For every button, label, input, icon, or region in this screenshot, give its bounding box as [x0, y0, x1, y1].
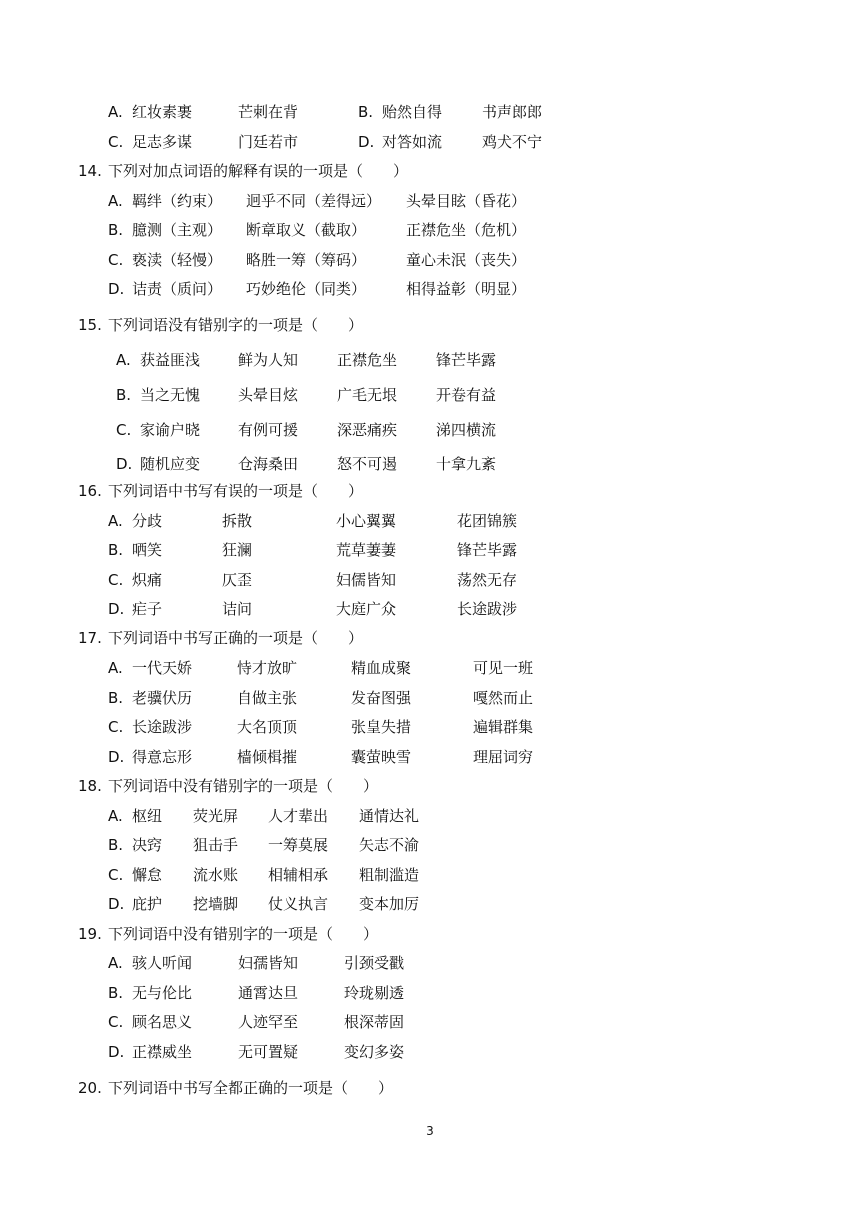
- option-letter: B.: [358, 103, 374, 121]
- option-item: 无可置疑: [238, 1043, 299, 1061]
- question-number: 16.: [78, 482, 102, 500]
- option-item: 荧光屏: [193, 807, 239, 825]
- option-item: 粗制滥造: [359, 866, 420, 884]
- option-item: 正襟危坐: [337, 351, 398, 369]
- option-item: 家谕户晓: [140, 421, 201, 439]
- option-item: 通情达礼: [359, 807, 420, 825]
- option-item: 贻然自得: [382, 103, 443, 121]
- option-item: 囊萤映雪: [351, 748, 412, 766]
- option-item: 可见一班: [473, 659, 534, 677]
- option-item: 引颈受戳: [344, 954, 405, 972]
- option-item: 对答如流: [382, 133, 443, 151]
- option-item: 遍辑群集: [473, 718, 534, 736]
- option-item: 锋芒毕露: [436, 351, 497, 369]
- option-item: 鲜为人知: [238, 351, 299, 369]
- option-item: 炽痛: [132, 571, 163, 589]
- option-letter: C.: [116, 421, 132, 439]
- option-item: 红妆素裹: [132, 103, 193, 121]
- question-number: 14.: [78, 162, 102, 180]
- option-item: 人迹罕至: [238, 1013, 299, 1031]
- option-item: 一筹莫展: [268, 836, 329, 854]
- option-item: 荡然无存: [457, 571, 518, 589]
- question-number: 15.: [78, 316, 102, 334]
- option-letter: A.: [108, 659, 123, 677]
- option-letter: C.: [108, 571, 124, 589]
- option-letter: A.: [108, 192, 123, 210]
- option-letter: D.: [358, 133, 375, 151]
- option-letter: D.: [108, 895, 125, 913]
- option-item: 仄歪: [222, 571, 253, 589]
- option-item: 深恶痛疾: [337, 421, 398, 439]
- option-item: 小心翼翼: [336, 512, 397, 530]
- page-number: 3: [426, 1124, 434, 1138]
- option-item: 芒刺在背: [238, 103, 299, 121]
- option-item: 精血成聚: [351, 659, 412, 677]
- option-letter: A.: [108, 512, 123, 530]
- option-item: 广毛无垠: [337, 386, 398, 404]
- option-item: 诘问: [222, 600, 253, 618]
- option-letter: A.: [108, 807, 123, 825]
- option-item: 顾名思义: [132, 1013, 193, 1031]
- option-letter: D.: [116, 455, 133, 473]
- option-letter: A.: [108, 103, 123, 121]
- option-item: 妇孺皆知: [238, 954, 299, 972]
- option-item: 当之无愧: [140, 386, 201, 404]
- option-item: 亵渎（轻慢）: [132, 251, 223, 269]
- option-letter: B.: [108, 541, 124, 559]
- option-item: 长途跋涉: [457, 600, 518, 618]
- option-item: 荒草萋萋: [336, 541, 397, 559]
- option-item: 通霄达旦: [238, 984, 299, 1002]
- option-item: 流水账: [193, 866, 239, 884]
- option-letter: D.: [108, 748, 125, 766]
- option-item: 嘎然而止: [473, 689, 534, 707]
- option-letter: B.: [108, 984, 124, 1002]
- option-item: 十拿九紊: [436, 455, 497, 473]
- option-item: 变幻多姿: [344, 1043, 405, 1061]
- option-item: 臆测（主观）: [132, 221, 223, 239]
- option-letter: B.: [108, 836, 124, 854]
- option-item: 巧妙绝伦（同类）: [246, 280, 367, 298]
- option-item: 人才辈出: [268, 807, 329, 825]
- option-item: 头晕目眩（昏花）: [406, 192, 527, 210]
- option-item: 有例可援: [238, 421, 299, 439]
- option-letter: B.: [108, 221, 124, 239]
- option-item: 头晕目炫: [238, 386, 299, 404]
- option-letter: D.: [108, 1043, 125, 1061]
- option-item: 妇儒皆知: [336, 571, 397, 589]
- option-item: 羁绊（约束）: [132, 192, 223, 210]
- option-letter: C.: [108, 133, 124, 151]
- option-item: 略胜一筹（筹码）: [246, 251, 367, 269]
- option-item: 玲珑剔透: [344, 984, 405, 1002]
- option-letter: C.: [108, 1013, 124, 1031]
- option-item: 决窍: [132, 836, 163, 854]
- question-number: 18.: [78, 777, 102, 795]
- option-item: 枢纽: [132, 807, 163, 825]
- option-item: 哂笑: [132, 541, 163, 559]
- question-text: 下列词语中书写有误的一项是（ ）: [108, 482, 364, 500]
- option-letter: B.: [116, 386, 132, 404]
- question-text: 下列词语中没有错别字的一项是（ ）: [108, 777, 379, 795]
- option-item: 狂澜: [222, 541, 253, 559]
- option-item: 根深蒂固: [344, 1013, 405, 1031]
- option-item: 书声郎郎: [482, 103, 543, 121]
- option-item: 锋芒毕露: [457, 541, 518, 559]
- question-text: 下列词语中书写全都正确的一项是（ ）: [108, 1079, 394, 1097]
- option-item: 矢志不渝: [359, 836, 420, 854]
- option-item: 大名顶顶: [237, 718, 298, 736]
- option-item: 相辅相承: [268, 866, 329, 884]
- question-number: 19.: [78, 925, 102, 943]
- option-item: 相得益彰（明显）: [406, 280, 527, 298]
- option-item: 变本加厉: [359, 895, 420, 913]
- question-number: 17.: [78, 629, 102, 647]
- option-item: 正襟危坐（危机）: [406, 221, 527, 239]
- option-item: 足志多谋: [132, 133, 193, 151]
- option-item: 怒不可遏: [337, 455, 398, 473]
- question-text: 下列词语没有错别字的一项是（ ）: [108, 316, 364, 334]
- option-item: 庇护: [132, 895, 163, 913]
- option-item: 疟子: [132, 600, 163, 618]
- option-letter: A.: [108, 954, 123, 972]
- option-item: 迥乎不同（差得远）: [246, 192, 382, 210]
- option-item: 开卷有益: [436, 386, 497, 404]
- option-item: 诘责（质问）: [132, 280, 223, 298]
- option-item: 涕四横流: [436, 421, 497, 439]
- option-letter: C.: [108, 866, 124, 884]
- option-item: 正襟威坐: [132, 1043, 193, 1061]
- option-item: 得意忘形: [132, 748, 193, 766]
- option-item: 随机应变: [140, 455, 201, 473]
- option-letter: D.: [108, 600, 125, 618]
- option-item: 樯倾楫摧: [237, 748, 298, 766]
- option-item: 恃才放旷: [237, 659, 298, 677]
- option-item: 骇人听闻: [132, 954, 193, 972]
- option-item: 仓海桑田: [238, 455, 299, 473]
- option-item: 无与伦比: [132, 984, 193, 1002]
- option-item: 张皇失措: [351, 718, 412, 736]
- option-letter: B.: [108, 689, 124, 707]
- option-letter: C.: [108, 251, 124, 269]
- question-text: 下列词语中没有错别字的一项是（ ）: [108, 925, 379, 943]
- option-item: 懈怠: [132, 866, 163, 884]
- question-text: 下列词语中书写正确的一项是（ ）: [108, 629, 364, 647]
- option-item: 童心未泯（丧失）: [406, 251, 527, 269]
- question-text: 下列对加点词语的解释有误的一项是（ ）: [108, 162, 409, 180]
- option-letter: D.: [108, 280, 125, 298]
- option-item: 断章取义（截取）: [246, 221, 367, 239]
- option-item: 获益匪浅: [140, 351, 201, 369]
- option-item: 理屈词穷: [473, 748, 534, 766]
- option-item: 自做主张: [237, 689, 298, 707]
- option-item: 鸡犬不宁: [482, 133, 543, 151]
- option-item: 大庭广众: [336, 600, 397, 618]
- question-number: 20.: [78, 1079, 102, 1097]
- option-item: 拆散: [222, 512, 253, 530]
- option-item: 挖墙脚: [193, 895, 239, 913]
- option-item: 狙击手: [193, 836, 239, 854]
- option-item: 分歧: [132, 512, 163, 530]
- option-item: 花团锦簇: [457, 512, 518, 530]
- option-item: 老骥伏历: [132, 689, 193, 707]
- option-item: 门廷若市: [238, 133, 299, 151]
- option-item: 长途跋涉: [132, 718, 193, 736]
- option-item: 仗义执言: [268, 895, 329, 913]
- option-letter: C.: [108, 718, 124, 736]
- option-item: 发奋图强: [351, 689, 412, 707]
- option-item: 一代天娇: [132, 659, 193, 677]
- option-letter: A.: [116, 351, 131, 369]
